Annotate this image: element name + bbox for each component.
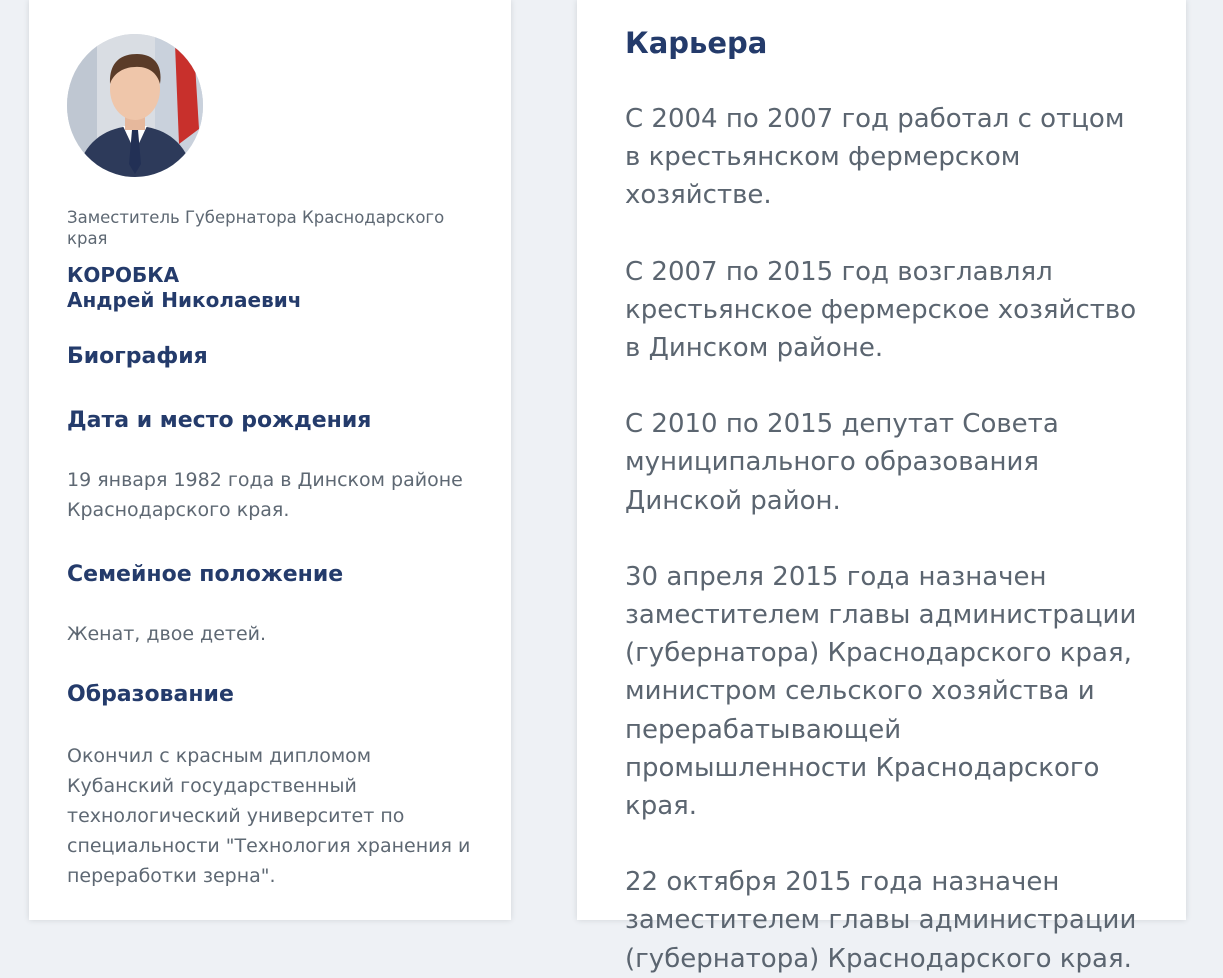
career-heading: Карьера (625, 26, 768, 60)
birth-heading: Дата и место рождения (67, 408, 372, 433)
biography-heading: Биография (67, 344, 208, 369)
career-card (577, 0, 1186, 974)
profile-card (29, 0, 511, 920)
career-item: С 2007 по 2015 год возглавлял крестьянское фермерское хозяйство в Динском районе. (625, 256, 1137, 364)
avatar (67, 34, 203, 177)
education-heading: Образование (67, 682, 234, 707)
portrait-photo (67, 34, 203, 177)
career-item: 30 апреля 2015 года назначен заместителем главы администрации (губернатора) Краснодарского края, министром сельского хозяйства и перерабатывающей промышленности Краснодарского края. (625, 561, 1137, 822)
person-surname: КОРОБКА (67, 263, 180, 287)
person-name (67, 263, 473, 313)
career-list (625, 100, 1138, 978)
career-item: 22 октября 2015 года назначен заместителем главы администрации (губернатора) Краснодарского края. (625, 867, 1137, 974)
birth-text: 19 января 1982 года в Динском районе Краснодарского края. (67, 469, 463, 521)
career-item: С 2010 по 2015 депутат Совета муниципального образования Динской район. (625, 409, 1059, 516)
family-heading: Семейное положение (67, 562, 344, 587)
education-text: Окончил с красным дипломом Кубанский государственный технологический университет по специальности "Технология хранения и переработки зерна". (67, 745, 471, 887)
position-title: Заместитель Губернатора Краснодарского края (67, 208, 445, 248)
family-text: Женат, двое детей. (67, 623, 267, 645)
person-given-names: Андрей Николаевич (67, 288, 302, 312)
career-item: С 2004 по 2007 год работал с отцом в крестьянском фермерском хозяйстве. (625, 104, 1125, 211)
